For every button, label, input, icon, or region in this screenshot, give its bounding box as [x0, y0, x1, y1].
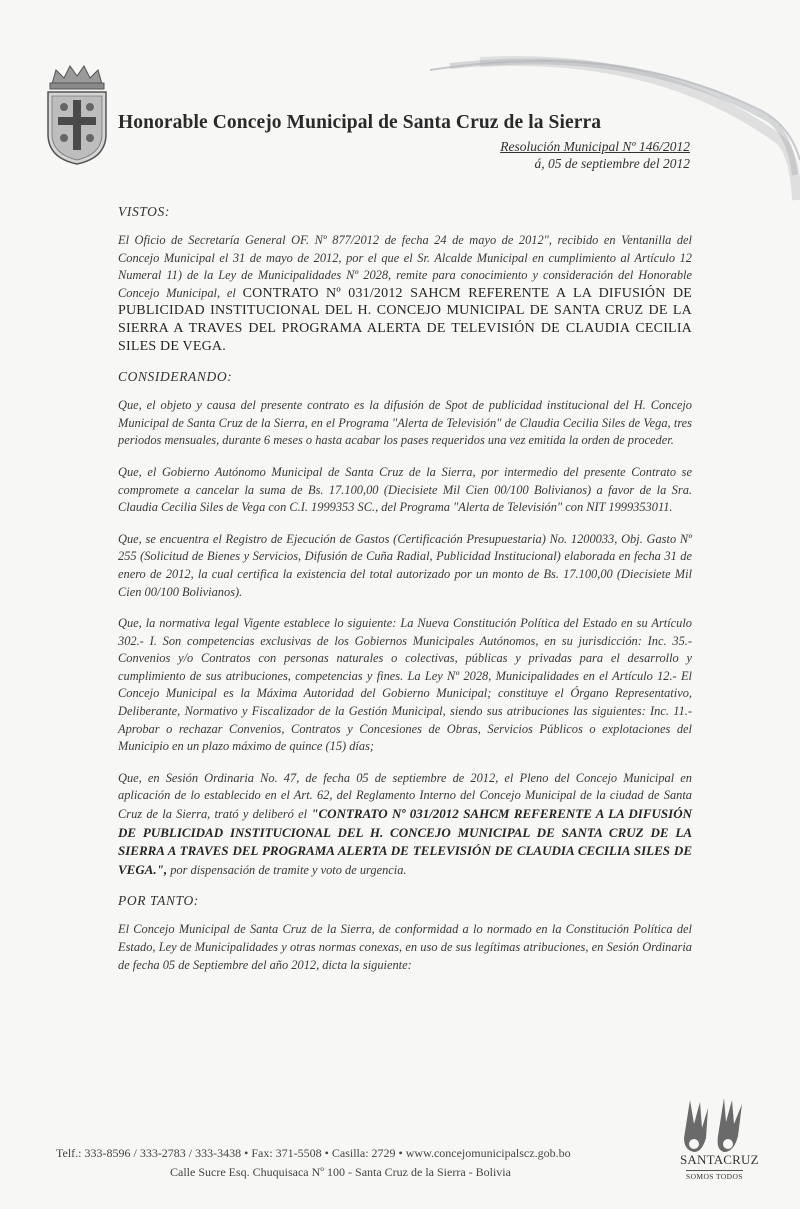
vistos-paragraph-text: El Oficio de Secretaría General OF. Nº 877/2012 de fecha 24 de mayo de 2012", recibido en Ventanilla del Concejo Municipal el 31 de mayo de 2012, por el que el Sr. Alcalde Municipal en cumplimiento al Artículo 12 Numeral 11) de la Ley de Municipalidades Nº 2028, remite para conocimiento y consideración del Honorable Concejo Municipal, el — [118, 233, 692, 300]
por-tanto-heading: POR TANTO: — [118, 893, 199, 909]
considerando-heading: CONSIDERANDO: — [118, 369, 233, 385]
logo-name: SANTACRUZ — [680, 1152, 759, 1167]
document-body — [118, 204, 692, 988]
organization-title: Honorable Concejo Municipal de Santa Cruz de la Sierra — [118, 112, 602, 133]
coat-of-arms-icon — [44, 62, 110, 166]
vistos-paragraph — [118, 232, 692, 355]
footer-contact-line: Telf.: 333-8596 / 333-2783 / 333-3438 • Fax: 371-5508 • Casilla: 2729 • www.concejomunicipalscz.gob.bo — [56, 1146, 571, 1160]
considerando-paragraph-2: Que, el Gobierno Autónomo Municipal de Santa Cruz de la Sierra, por intermedio del presente Contrato se compromete a cancelar la suma de Bs. 17.100,00 (Diecisiete Mil Cien 00/100 Bolivianos) a favor de la Sra. Claudia Cecilia Siles de Vega con C.I. 1999353 SC., del Programa "Alerta de Televisión" con NIT 1999353011. — [118, 464, 692, 515]
logo-slogan: SOMOS TODOS — [686, 1172, 743, 1181]
por-tanto-paragraph: El Concejo Municipal de Santa Cruz de la Sierra, de conformidad a lo normado en la Constitución Política del Estado, Ley de Municipalidades y otras normas conexas, en uso de sus legítimas atribuciones, en Sesión Ordinaria de fecha 05 de Septiembre del año 2012, dicta la siguiente: — [118, 922, 692, 972]
resolution-block — [500, 138, 690, 172]
considerando-paragraph-5 — [118, 770, 692, 880]
contract-title-bold: "CONTRATO Nº 031/2012 SAHCM REFERENTE A LA DIFUSIÓN DE PUBLICIDAD INSTITUCIONAL DEL H. CONCEJO MUNICIPAL DE SANTA CRUZ DE LA SIERRA A TRAVES DEL PROGRAMA ALERTA DE TELEVISIÓN DE CLAUDIA CECILIA SILES DE VEGA.", — [118, 806, 692, 877]
considerando-paragraph-5-text: Que, en Sesión Ordinaria No. 47, de fecha 05 de septiembre de 2012, el Pleno del Concejo Municipal en aplicación de lo establecido en el Art. 62, del Reglamento Interno del Concejo Municipal de la ciudad de Santa Cruz de la Sierra, trató y deliberó el — [118, 770, 692, 822]
considerando-paragraph-3: Que, se encuentra el Registro de Ejecución de Gastos (Certificación Presupuestaria) No. 1200033, Obj. Gasto Nº 255 (Solicitud de Bienes y Servicios, Difusión de Cuña Radial, Publicidad Institucional) elaborada en fecha 31 de enero de 2012, la cual certifica la existencia del total autorizado por un monto de Bs. 17.100,00 (Diecisiete Mil Cien 00/100 Bolivianos). — [118, 531, 692, 599]
resolution-number: Resolución Municipal Nº 146/2012 — [500, 139, 690, 154]
resolution-date: á, 05 de septiembre del 2012 — [534, 156, 690, 171]
considerando-paragraph-5-end: por dispensación de tramite y voto de urgencia. — [167, 862, 407, 877]
considerando-paragraph-4: Que, la normativa legal Vigente establece lo siguiente: La Nueva Constitución Política del Estado en su Artículo 302.- I. Son competencias exclusivas de los Gobiernos Municipales Autónomos, en su jurisdicción: Inc. 35.- Convenios y/o Contratos con personas naturales o colectivas, públicas y privadas para el desarrollo y cumplimiento de sus atribuciones, competencias y fines. La Ley Nº 2028, Municipalidades en el Artículo 12.- El Concejo Municipal es la Máxima Autoridad del Gobierno Municipal; constituye el Órgano Representativo, Deliberante, Normativo y Fiscalizador de la Gestión Municipal, siendo sus atribuciones las siguientes: Inc. 11.- Aprobar o rechazar Convenios, Contratos y Concesiones de Obras, Servicios Públicos o explotaciones del Municipio en un plazo máximo de quince (15) días; — [118, 616, 692, 754]
considerando-paragraph-1: Que, el objeto y causa del presente contrato es la difusión de Spot de publicidad institucional del H. Concejo Municipal de Santa Cruz de la Sierra, en el Programa "Alerta de Televisión" de Claudia Cecilia Siles de Vega, tres periodos mensuales, durante 6 meses o hasta acabar los pases requeridos una vez emitida la orden de proceder. — [118, 398, 692, 448]
contract-title-caps: CONTRATO Nº 031/2012 SAHCM REFERENTE A LA DIFUSIÓN DE PUBLICIDAD INSTITUCIONAL DEL H. CONCEJO MUNICIPAL DE SANTA CRUZ DE LA SIERRA A TRAVES DEL PROGRAMA ALERTA DE TELEVISIÓN DE CLAUDIA CECILIA SILES DE VEGA. — [118, 285, 692, 354]
vistos-heading: VISTOS: — [118, 204, 170, 219]
footer-address-line: Calle Sucre Esq. Chuquisaca Nº 100 - Santa Cruz de la Sierra - Bolivia — [170, 1165, 511, 1179]
